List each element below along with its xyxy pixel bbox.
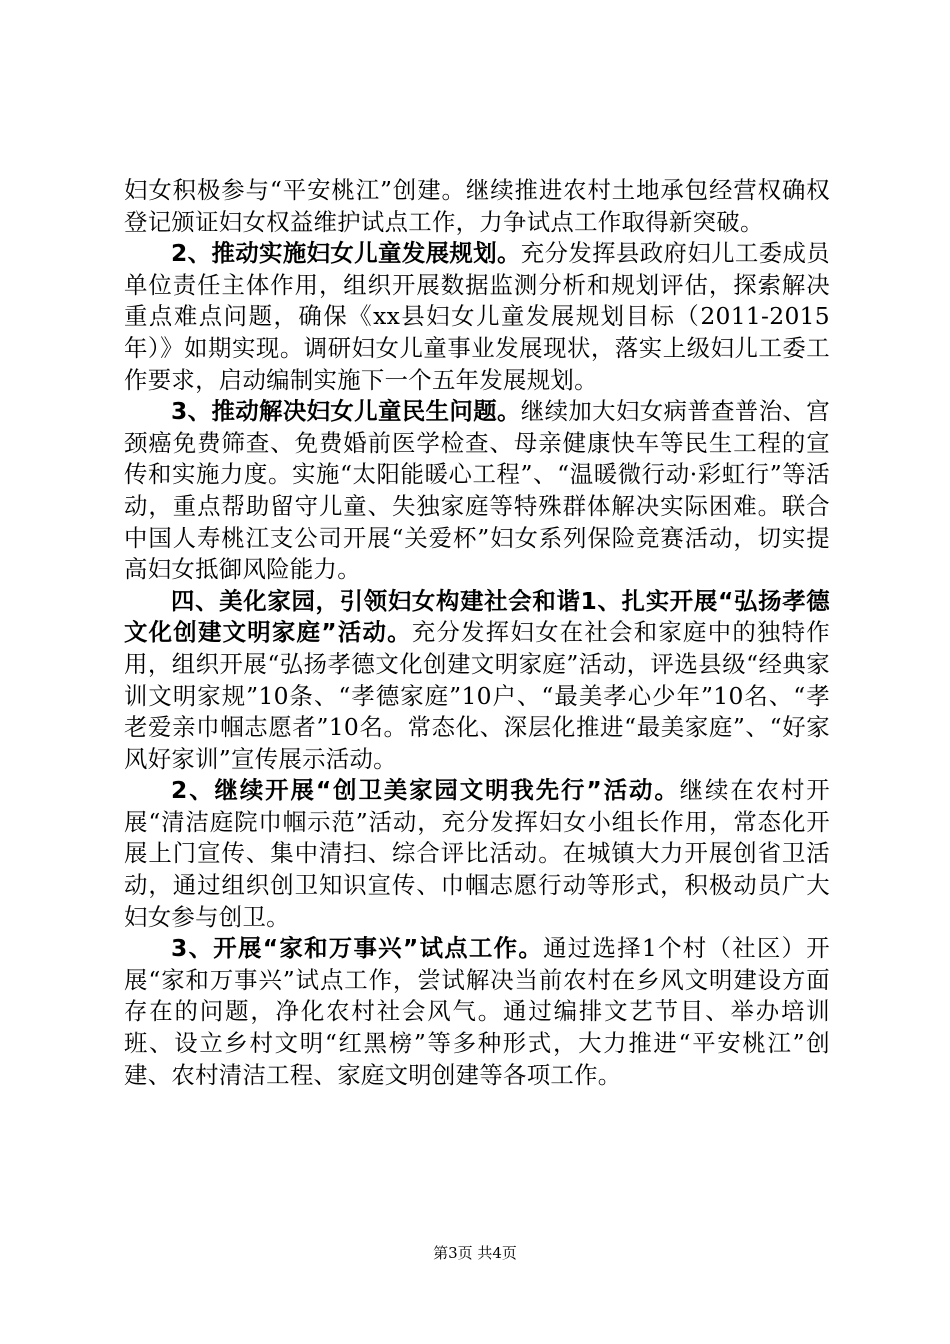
- paragraph-5-body: 继续在农村开展“清洁庭院巾帼示范”活动，充分发挥妇女小组长作用，常态化开展上门宣传、集中清扫、综合评比活动。在城镇大力开展创省卫活动，通过组织创卫知识宣传、巾帼志愿行动等形式，积极动员广大妇女参与创卫。: [124, 776, 830, 931]
- paragraph-5-heading: 2、继续开展“创卫美家园文明我先行”活动。: [171, 776, 680, 805]
- page-footer: [0, 1242, 950, 1263]
- paragraph-3-body: 继续加大妇女病普查普治、宫颈癌免费筛查、免费婚前医学检查、母亲健康快车等民生工程的宣传和实施力度。实施“太阳能暖心工程”、“温暖微行动·彩虹行”等活动，重点帮助留守儿童、失独家庭等特殊群体解决实际困难。联合中国人寿桃江支公司开展“关爱杯”妇女系列保险竞赛活动，切实提高妇女抵御风险能力。: [124, 397, 830, 584]
- paragraph-6-heading: 3、开展“家和万事兴”试点工作。: [171, 934, 544, 963]
- paragraph-2-body: 充分发挥县政府妇儿工委成员单位责任主体作用，组织开展数据监测分析和规划评估，探索解决重点难点问题，确保《xx县妇女儿童发展规划目标（2011-2015年）》如期实现。调研妇女儿童事业发展现状，落实上级妇儿工委工作要求，启动编制实施下一个五年发展规划。: [124, 239, 830, 394]
- document-body: [124, 175, 830, 1091]
- paragraph-1-body: 妇女积极参与“平安桃江”创建。继续推进农村土地承包经营权确权登记颁证妇女权益维护试点工作，力争试点工作取得新突破。: [124, 176, 830, 236]
- paragraph-4-heading: 四、美化家园，引领妇女构建社会和谐1、扎实开展“弘扬孝德文化创建文明家庭”活动。: [124, 586, 830, 647]
- paragraph-1: [124, 175, 830, 238]
- paragraph-4: [124, 586, 830, 776]
- paragraph-2-heading: 2、推动实施妇女儿童发展规划。: [171, 239, 521, 268]
- paragraph-6-body: 通过选择1个村（社区）开展“家和万事兴”试点工作，尝试解决当前农村在乡风文明建设方面存在的问题，净化农村社会风气。通过编排文艺节目、举办培训班、设立乡村文明“红黑榜”等多种形式，大力推进“平安桃江”创建、农村清洁工程、家庭文明创建等各项工作。: [124, 934, 830, 1089]
- paragraph-6: [124, 933, 830, 1091]
- paragraph-4-body: 充分发挥妇女在社会和家庭中的独特作用，组织开展“弘扬孝德文化创建文明家庭”活动，评选县级“经典家训文明家规”10条、“孝德家庭”10户、“最美孝心少年”10名、“孝老爱亲巾帼志愿者”10名。常态化、深层化推进“最美家庭”、“好家风好家训”宣传展示活动。: [124, 618, 830, 773]
- paragraph-2: [124, 238, 830, 396]
- paragraph-3-heading: 3、推动解决妇女儿童民生问题。: [171, 397, 521, 426]
- paragraph-3: [124, 396, 830, 586]
- paragraph-5: [124, 775, 830, 933]
- page-number: 第3页 共4页: [433, 1244, 517, 1262]
